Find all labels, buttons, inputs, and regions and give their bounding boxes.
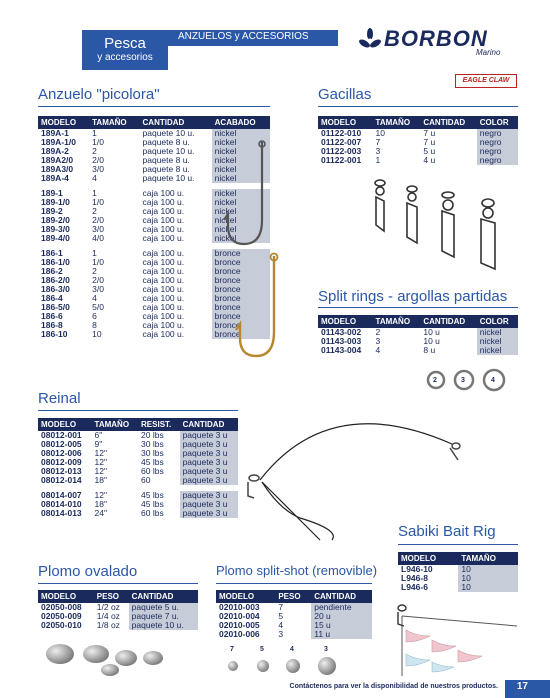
- col-header: TAMAÑO: [373, 315, 421, 328]
- gacillas-table: [318, 116, 518, 165]
- bronze-hook-icon: [232, 252, 292, 362]
- ring-label-2: 2: [433, 377, 437, 384]
- table-cell: nickel: [212, 207, 270, 216]
- category-label: ANZUELOS y ACCESORIOS: [178, 31, 309, 42]
- table-cell: 186-3/0: [41, 284, 70, 294]
- table-cell: 08014-013: [41, 508, 82, 518]
- table-cell: nickel: [212, 225, 270, 234]
- table-cell: 189A-1/0: [41, 137, 76, 147]
- table-cell: 1/0: [92, 137, 104, 147]
- table-cell: 08012-014: [41, 475, 82, 485]
- table-cell: 186-2: [41, 266, 63, 276]
- col-header: CANTIDAD: [420, 315, 476, 328]
- table-cell: 02010-006: [219, 629, 260, 639]
- ovalado-title: Plomo ovalado: [38, 563, 138, 580]
- table-cell: 2/0: [92, 215, 104, 225]
- table-cell: paquete 3 u: [180, 476, 238, 485]
- table-cell: bronce: [212, 267, 270, 276]
- table-cell: paquete 8 u.: [142, 137, 190, 147]
- table-cell: paquete 3 u: [180, 440, 238, 449]
- table-cell: 01122-007: [321, 137, 362, 147]
- table-cell: paquete 10 u.: [142, 146, 195, 156]
- col-header: CANTIDAD: [180, 418, 238, 431]
- col-header: MODELO: [38, 418, 92, 431]
- table-cell: 2: [92, 146, 97, 156]
- table-cell: 2: [375, 327, 381, 337]
- table-cell: paquete 8 u.: [142, 155, 190, 165]
- table-cell: 186-6: [41, 311, 63, 321]
- page-number: 17: [516, 681, 528, 692]
- table-cell: 15 u: [311, 621, 372, 630]
- col-header: MODELO: [38, 590, 94, 603]
- table-cell: 10: [375, 128, 385, 138]
- table-cell: 3: [278, 629, 284, 639]
- table-cell: 10 u: [423, 336, 440, 346]
- reinal-title: Reinal: [38, 390, 81, 407]
- anzuelo-rule: [38, 106, 270, 107]
- table-cell: paquete 3 u: [180, 491, 238, 500]
- table-cell: 186-4: [41, 293, 63, 303]
- table-cell: caja 100 u.: [142, 266, 185, 276]
- table-cell: caja 100 u.: [142, 311, 185, 321]
- table-cell: 189-1/0: [41, 197, 70, 207]
- col-header: COLOR: [477, 315, 518, 328]
- ovalado-rule: [38, 583, 198, 584]
- table-cell: 3/0: [92, 284, 104, 294]
- table-cell: bronce: [212, 321, 270, 330]
- table-cell: 189-3/0: [41, 224, 70, 234]
- table-row: [318, 156, 518, 165]
- table-cell: 01122-001: [321, 155, 362, 165]
- table-cell: 02010-004: [219, 611, 260, 621]
- tab-title: Pesca: [104, 35, 146, 52]
- sabiki-title: Sabiki Bait Rig: [398, 523, 496, 540]
- col-header: CANTIDAD: [140, 116, 212, 129]
- table-cell: 10: [92, 329, 102, 339]
- table-cell: 60 lbs: [141, 508, 164, 518]
- snap-swivel-icon: [370, 175, 510, 270]
- category-underline: [168, 44, 338, 46]
- table-cell: 10: [458, 583, 518, 592]
- ring-label-4: 4: [491, 377, 495, 384]
- table-cell: 3: [375, 146, 381, 156]
- table-cell: 189A-1: [41, 128, 69, 138]
- table-cell: 7 u: [423, 137, 436, 147]
- page-footer: [0, 680, 550, 698]
- table-cell: 1/0: [92, 197, 104, 207]
- table-cell: 12": [94, 457, 108, 467]
- borbon-logo: [358, 24, 528, 58]
- table-cell: paquete 3 u: [180, 431, 238, 440]
- split-table: [318, 315, 518, 355]
- table-cell: negro: [477, 156, 518, 165]
- table-cell: 3/0: [92, 164, 104, 174]
- table-cell: caja 100 u.: [142, 206, 185, 216]
- table-cell: 186-10: [41, 329, 68, 339]
- table-cell: 02010-005: [219, 620, 260, 630]
- split-rings-icon: [424, 366, 514, 394]
- tab-subtitle: y accesorios: [97, 52, 153, 63]
- table-cell: 4: [92, 293, 97, 303]
- table-cell: 1: [92, 248, 97, 258]
- table-cell: 189-4/0: [41, 233, 70, 243]
- table-cell: bronce: [212, 249, 270, 258]
- table-cell: bronce: [212, 258, 270, 267]
- table-cell: 8: [92, 320, 97, 330]
- section-tab: [82, 30, 168, 70]
- table-cell: caja 100 u.: [142, 329, 185, 339]
- sabiki-rule: [398, 544, 518, 545]
- splitshot-rule: [216, 583, 372, 584]
- table-cell: 12": [94, 490, 108, 500]
- table-cell: L946-10: [401, 564, 433, 574]
- col-header: MODELO: [318, 116, 373, 129]
- table-cell: 189A2/0: [41, 155, 74, 165]
- table-cell: 18": [94, 475, 108, 485]
- table-cell: 02050-010: [41, 620, 82, 630]
- table-cell: nickel: [212, 165, 270, 174]
- ovalado-table: [38, 590, 198, 630]
- table-cell: caja 100 u.: [142, 275, 185, 285]
- col-header: CANTIDAD: [311, 590, 372, 603]
- egg-sinkers-icon: [38, 638, 198, 678]
- table-cell: nickel: [212, 198, 270, 207]
- table-cell: 08012-013: [41, 466, 82, 476]
- table-cell: 1: [92, 128, 97, 138]
- table-cell: 4 u: [423, 155, 436, 165]
- table-cell: nickel: [212, 174, 270, 183]
- table-cell: 2: [92, 206, 97, 216]
- table-cell: 01143-002: [321, 327, 362, 337]
- sabiki-rig-icon: [392, 596, 522, 680]
- table-cell: caja 100 u.: [142, 233, 185, 243]
- table-cell: caja 100 u.: [142, 293, 185, 303]
- table-cell: 08012-006: [41, 448, 82, 458]
- table-cell: 45 lbs: [141, 499, 164, 509]
- table-cell: 6: [92, 311, 97, 321]
- table-cell: 7 u: [423, 128, 436, 138]
- table-cell: 30 lbs: [141, 448, 164, 458]
- splitshot-title: Plomo split-shot (removible): [216, 563, 378, 578]
- table-row: [216, 630, 372, 639]
- page-header: [0, 0, 550, 70]
- table-cell: 08012-009: [41, 457, 82, 467]
- table-cell: negro: [477, 138, 518, 147]
- table-row: [38, 621, 198, 630]
- table-cell: caja 100 u.: [142, 215, 185, 225]
- propeller-icon: [358, 28, 382, 52]
- split-shot-icon: [220, 654, 350, 678]
- table-cell: 01122-003: [321, 146, 362, 156]
- table-cell: 45 lbs: [141, 457, 164, 467]
- shot-label-4: 4: [290, 646, 294, 653]
- table-cell: 08014-010: [41, 499, 82, 509]
- splitshot-table: [216, 590, 372, 639]
- table-cell: negro: [477, 147, 518, 156]
- sabiki-table: [398, 552, 518, 592]
- table-cell: 189A-2: [41, 146, 69, 156]
- table-cell: 08012-001: [41, 430, 82, 440]
- table-cell: caja 100 u.: [142, 284, 185, 294]
- table-cell: nickel: [212, 138, 270, 147]
- col-header: TAMAÑO: [373, 116, 421, 129]
- table-cell: 02050-009: [41, 611, 82, 621]
- table-cell: L946-8: [401, 573, 428, 583]
- table-cell: 1/2 oz: [96, 602, 120, 612]
- table-cell: nickel: [477, 337, 518, 346]
- table-cell: 8 u: [423, 345, 436, 355]
- gacillas-title: Gacillas: [318, 86, 372, 103]
- reinal-rule: [38, 410, 238, 411]
- table-cell: nickel: [212, 147, 270, 156]
- table-cell: nickel: [212, 129, 270, 138]
- col-header: MODELO: [318, 315, 373, 328]
- table-row: [38, 509, 238, 518]
- table-cell: 189A3/0: [41, 164, 74, 174]
- col-header: PESO: [275, 590, 311, 603]
- col-header: MODELO: [38, 116, 89, 129]
- table-cell: 10: [458, 565, 518, 574]
- table-cell: 2: [92, 266, 97, 276]
- table-cell: 11 u: [311, 630, 372, 639]
- table-cell: 4: [375, 345, 381, 355]
- split-title: Split rings - argollas partidas: [318, 288, 508, 305]
- table-cell: 7: [375, 137, 381, 147]
- table-cell: 2/0: [92, 275, 104, 285]
- table-cell: 186-8: [41, 320, 63, 330]
- table-cell: nickel: [477, 328, 518, 337]
- brand-sub: Marino: [476, 48, 501, 57]
- nickel-hook-icon: [222, 140, 282, 250]
- table-cell: paquete 7 u.: [129, 612, 198, 621]
- table-row: [398, 583, 518, 592]
- table-cell: caja 100 u.: [142, 320, 185, 330]
- table-cell: 7: [278, 602, 284, 612]
- gacillas-rule: [318, 106, 518, 107]
- table-cell: 20 lbs: [141, 430, 164, 440]
- table-cell: 186-5/0: [41, 302, 70, 312]
- table-cell: 1: [92, 188, 97, 198]
- table-cell: 6": [94, 430, 103, 440]
- table-cell: bronce: [212, 312, 270, 321]
- shot-label-5: 5: [260, 646, 264, 653]
- shot-label-3: 3: [324, 646, 328, 653]
- table-cell: 189-1: [41, 188, 63, 198]
- table-cell: 01143-003: [321, 336, 362, 346]
- anzuelo-title: Anzuelo "picolora": [38, 86, 160, 103]
- table-cell: 1/0: [92, 257, 104, 267]
- table-cell: 1: [375, 155, 381, 165]
- table-cell: paquete 3 u: [180, 458, 238, 467]
- table-cell: paquete 3 u: [180, 500, 238, 509]
- table-cell: 60 lbs: [141, 466, 164, 476]
- table-cell: nickel: [212, 234, 270, 243]
- table-cell: caja 100 u.: [142, 248, 185, 258]
- table-cell: 01143-004: [321, 345, 362, 355]
- table-cell: 24": [94, 508, 108, 518]
- col-header: PESO: [94, 590, 129, 603]
- table-cell: 01122-010: [321, 128, 362, 138]
- table-cell: 12": [94, 466, 108, 476]
- table-cell: bronce: [212, 303, 270, 312]
- shot-label-7: 7: [230, 646, 234, 653]
- table-cell: 45 lbs: [141, 490, 164, 500]
- table-cell: caja 100 u.: [142, 257, 185, 267]
- footer-text: Contáctenos para ver la disponibilidad de nuestros productos.: [289, 683, 498, 690]
- table-row: [38, 476, 238, 485]
- table-cell: nickel: [212, 189, 270, 198]
- table-cell: 4/0: [92, 233, 104, 243]
- table-cell: 3/0: [92, 224, 104, 234]
- col-header: ACABADO: [212, 116, 270, 129]
- brand-name: BORBON: [384, 26, 488, 51]
- eagle-claw-logo: EAGLE CLAW: [455, 74, 517, 88]
- table-cell: 20 u: [311, 612, 372, 621]
- table-cell: 10: [458, 574, 518, 583]
- table-cell: bronce: [212, 276, 270, 285]
- table-cell: paquete 5 u.: [129, 603, 198, 612]
- split-rule: [318, 307, 518, 308]
- table-row: [318, 346, 518, 355]
- table-cell: 08014-007: [41, 490, 82, 500]
- table-cell: 4: [278, 620, 284, 630]
- table-cell: caja 100 u.: [142, 188, 185, 198]
- table-cell: paquete 3 u: [180, 467, 238, 476]
- table-cell: 02010-003: [219, 602, 260, 612]
- table-cell: paquete 3 u: [180, 509, 238, 518]
- table-cell: nickel: [212, 216, 270, 225]
- table-cell: nickel: [477, 346, 518, 355]
- table-cell: bronce: [212, 294, 270, 303]
- table-cell: 18": [94, 499, 108, 509]
- col-header: CANTIDAD: [420, 116, 476, 129]
- table-cell: paquete 3 u: [180, 449, 238, 458]
- table-cell: negro: [477, 129, 518, 138]
- col-header: MODELO: [398, 552, 458, 565]
- table-cell: 5/0: [92, 302, 104, 312]
- ring-label-3: 3: [461, 377, 465, 384]
- table-cell: 2/0: [92, 155, 104, 165]
- table-cell: caja 100 u.: [142, 224, 185, 234]
- table-cell: caja 100 u.: [142, 302, 185, 312]
- table-cell: 1/4 oz: [96, 611, 120, 621]
- table-cell: paquete 10 u.: [129, 621, 198, 630]
- col-header: CANTIDAD: [129, 590, 198, 603]
- table-cell: 189-2/0: [41, 215, 70, 225]
- col-header: TAMAÑO: [458, 552, 518, 565]
- table-cell: L946-6: [401, 582, 428, 592]
- table-cell: 186-1: [41, 248, 63, 258]
- table-cell: bronce: [212, 330, 270, 339]
- table-cell: 9": [94, 439, 103, 449]
- table-cell: paquete 10 u.: [142, 173, 195, 183]
- col-header: COLOR: [477, 116, 518, 129]
- table-cell: bronce: [212, 285, 270, 294]
- table-cell: 08012-005: [41, 439, 82, 449]
- table-cell: 189A-4: [41, 173, 69, 183]
- col-header: MODELO: [216, 590, 275, 603]
- table-cell: 60: [141, 475, 151, 485]
- table-cell: paquete 8 u.: [142, 164, 190, 174]
- table-cell: 189-2: [41, 206, 63, 216]
- table-cell: 186-2/0: [41, 275, 70, 285]
- table-cell: 02050-008: [41, 602, 82, 612]
- table-cell: paquete 10 u.: [142, 128, 195, 138]
- reinal-table: [38, 418, 238, 518]
- table-cell: 4: [92, 173, 97, 183]
- col-header: TAMAÑO: [92, 418, 138, 431]
- table-cell: 1/8 oz: [96, 620, 120, 630]
- col-header: RESIST.: [138, 418, 180, 431]
- table-cell: 186-1/0: [41, 257, 70, 267]
- table-cell: 10 u: [423, 327, 440, 337]
- table-cell: 5: [278, 611, 284, 621]
- table-cell: caja 100 u.: [142, 197, 185, 207]
- table-cell: pendiente: [311, 603, 372, 612]
- table-cell: 12": [94, 448, 108, 458]
- table-cell: nickel: [212, 156, 270, 165]
- col-header: TAMAÑO: [89, 116, 139, 129]
- table-cell: 3: [375, 336, 381, 346]
- table-cell: 5 u: [423, 146, 436, 156]
- table-cell: 30 lbs: [141, 439, 164, 449]
